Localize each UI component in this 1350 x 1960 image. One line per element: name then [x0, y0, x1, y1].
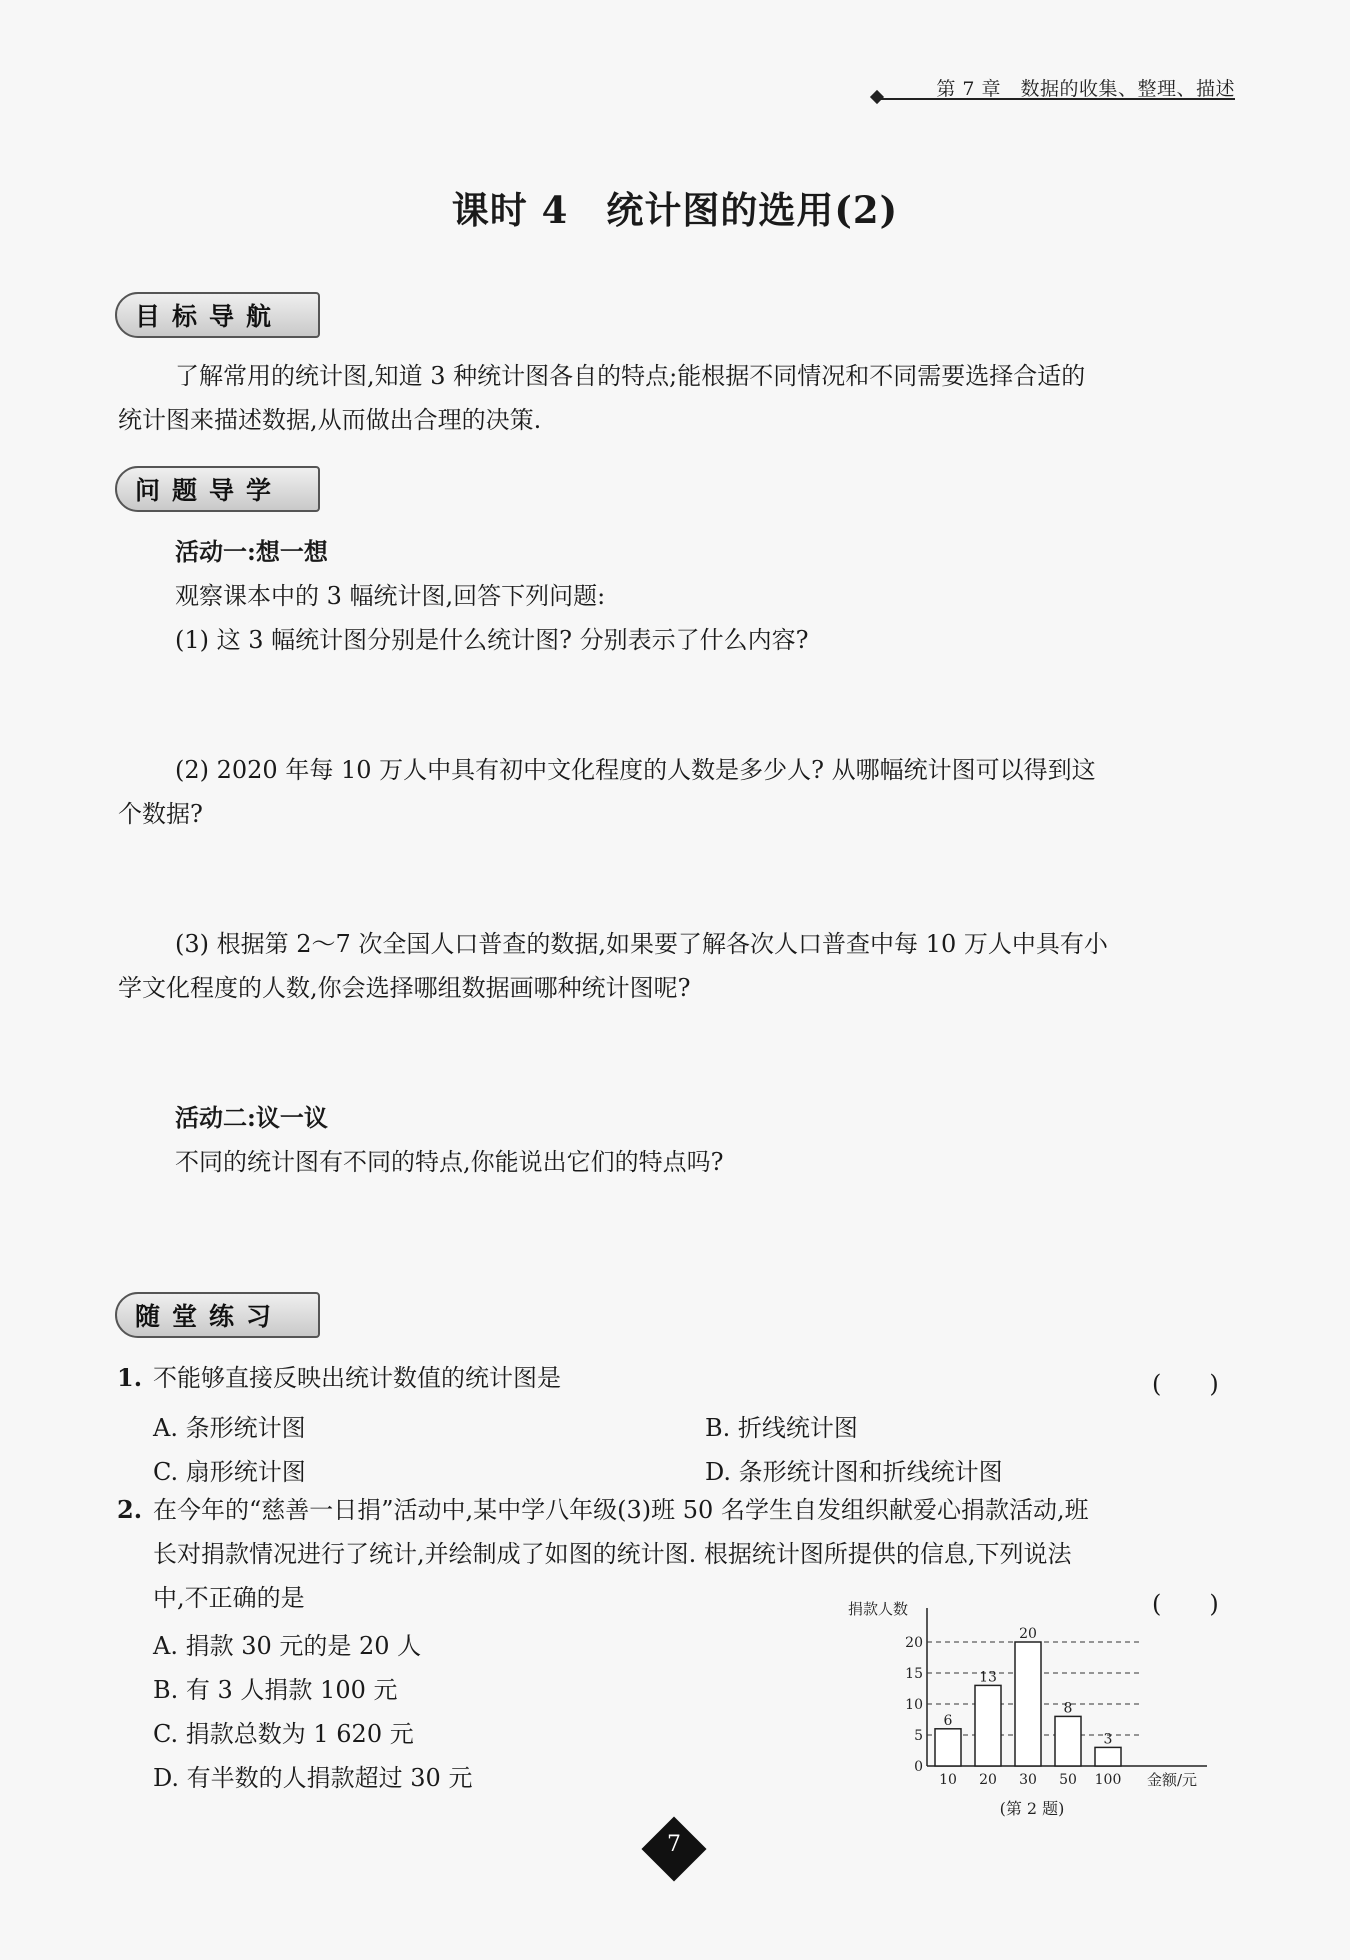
chart-y-tick-label: 20 [905, 1635, 923, 1651]
chart-bar [935, 1729, 961, 1766]
chart-caption: (第 2 题) [999, 1799, 1065, 1818]
guide-badge: 问题导学 [115, 466, 320, 512]
chart-bar [1095, 1747, 1121, 1766]
question-2-line1: (2) 2020 年每 10 万人中具有初中文化程度的人数是多少人? 从哪幅统计图可以得到这 [175, 756, 1096, 784]
practice-q1-answer-paren: ( ) [1152, 1370, 1219, 1398]
chart-x-tick-label: 50 [1059, 1772, 1077, 1788]
practice-q2-option-d: D. 有半数的人捐款超过 30 元 [153, 1764, 473, 1792]
practice-q1-text: 不能够直接反映出统计数值的统计图是 [153, 1364, 561, 1392]
chart-y-tick-label: 5 [914, 1728, 923, 1744]
practice-badge: 随堂练习 [115, 1292, 320, 1338]
practice-q2-option-b: B. 有 3 人捐款 100 元 [153, 1676, 398, 1704]
practice-q2-answer-paren: ( ) [1152, 1590, 1219, 1618]
chart-data-label: 8 [1063, 1700, 1073, 1717]
donation-bar-chart [840, 1598, 1230, 1820]
practice-q1-number: 1. [117, 1363, 143, 1392]
chart-bar [975, 1685, 1001, 1766]
chart-x-tick-label: 100 [1094, 1772, 1122, 1788]
goal-badge-wrap [115, 292, 320, 338]
practice-q2-line1: 在今年的“慈善一日捐”活动中,某中学八年级(3)班 50 名学生自发组织献爱心捐款活动,班 [153, 1496, 1089, 1524]
page-title: 课时 4 统计图的选用(2) [451, 188, 899, 232]
activity1-title: 活动一:想一想 [175, 537, 328, 566]
goal-badge: 目标导航 [115, 292, 320, 338]
practice-q2-number: 2. [117, 1495, 143, 1524]
practice-q2-line2: 长对捐款情况进行了统计,并绘制成了如图的统计图. 根据统计图所提供的信息,下列说法 [153, 1540, 1072, 1568]
chart-y-tick-label: 0 [914, 1759, 923, 1775]
chapter-header: 第 7 章 数据的收集、整理、描述 [936, 78, 1235, 100]
chart-x-tick-label: 30 [1019, 1772, 1037, 1788]
activity2-title: 活动二:议一议 [175, 1103, 328, 1132]
chart-data-label: 13 [979, 1669, 997, 1686]
goal-text-line2: 统计图来描述数据,从而做出合理的决策. [118, 406, 542, 434]
question-3-line1: (3) 根据第 2～7 次全国人口普查的数据,如果要了解各次人口普查中每 10 万人中具有小 [175, 930, 1108, 958]
practice-q2-option-a: A. 捐款 30 元的是 20 人 [153, 1632, 422, 1660]
chart-x-tick-label: 10 [939, 1772, 957, 1788]
chart-data-label: 20 [1019, 1626, 1037, 1642]
activity1-intro: 观察课本中的 3 幅统计图,回答下列问题: [175, 582, 606, 610]
goal-text-line1: 了解常用的统计图,知道 3 种统计图各自的特点;能根据不同情况和不同需要选择合适的 [175, 362, 1086, 390]
chart-bar [1055, 1716, 1081, 1766]
question-1: (1) 这 3 幅统计图分别是什么统计图? 分别表示了什么内容? [175, 626, 809, 654]
question-2-line2: 个数据? [118, 800, 203, 828]
question-3-line2: 学文化程度的人数,你会选择哪组数据画哪种统计图呢? [118, 974, 691, 1002]
chart-x-axis-label: 金额/元 [1147, 1771, 1198, 1789]
chart-y-axis-label: 捐款人数 [848, 1600, 909, 1618]
practice-q1-option-c: C. 扇形统计图 [153, 1458, 306, 1486]
practice-q2-line3: 中,不正确的是 [153, 1584, 305, 1612]
practice-q2-option-c: C. 捐款总数为 1 620 元 [153, 1720, 414, 1748]
header-diamond-icon [870, 90, 884, 104]
page-number: 7 [667, 1832, 681, 1857]
chart-y-tick-label: 15 [905, 1666, 923, 1682]
chart-bar [1015, 1642, 1041, 1766]
chart-x-tick-label: 20 [979, 1772, 997, 1788]
activity2-text: 不同的统计图有不同的特点,你能说出它们的特点吗? [175, 1148, 724, 1176]
practice-q1-option-a: A. 条形统计图 [153, 1414, 306, 1442]
guide-badge-wrap [115, 466, 320, 512]
practice-q1-option-d: D. 条形统计图和折线统计图 [705, 1458, 1003, 1486]
practice-badge-wrap [115, 1292, 320, 1338]
practice-q1-option-b: B. 折线统计图 [705, 1414, 858, 1442]
header-rule [880, 98, 1235, 100]
chart-data-label: 3 [1103, 1731, 1113, 1748]
chart-y-tick-label: 10 [905, 1697, 923, 1713]
chart-data-label: 6 [943, 1712, 953, 1729]
